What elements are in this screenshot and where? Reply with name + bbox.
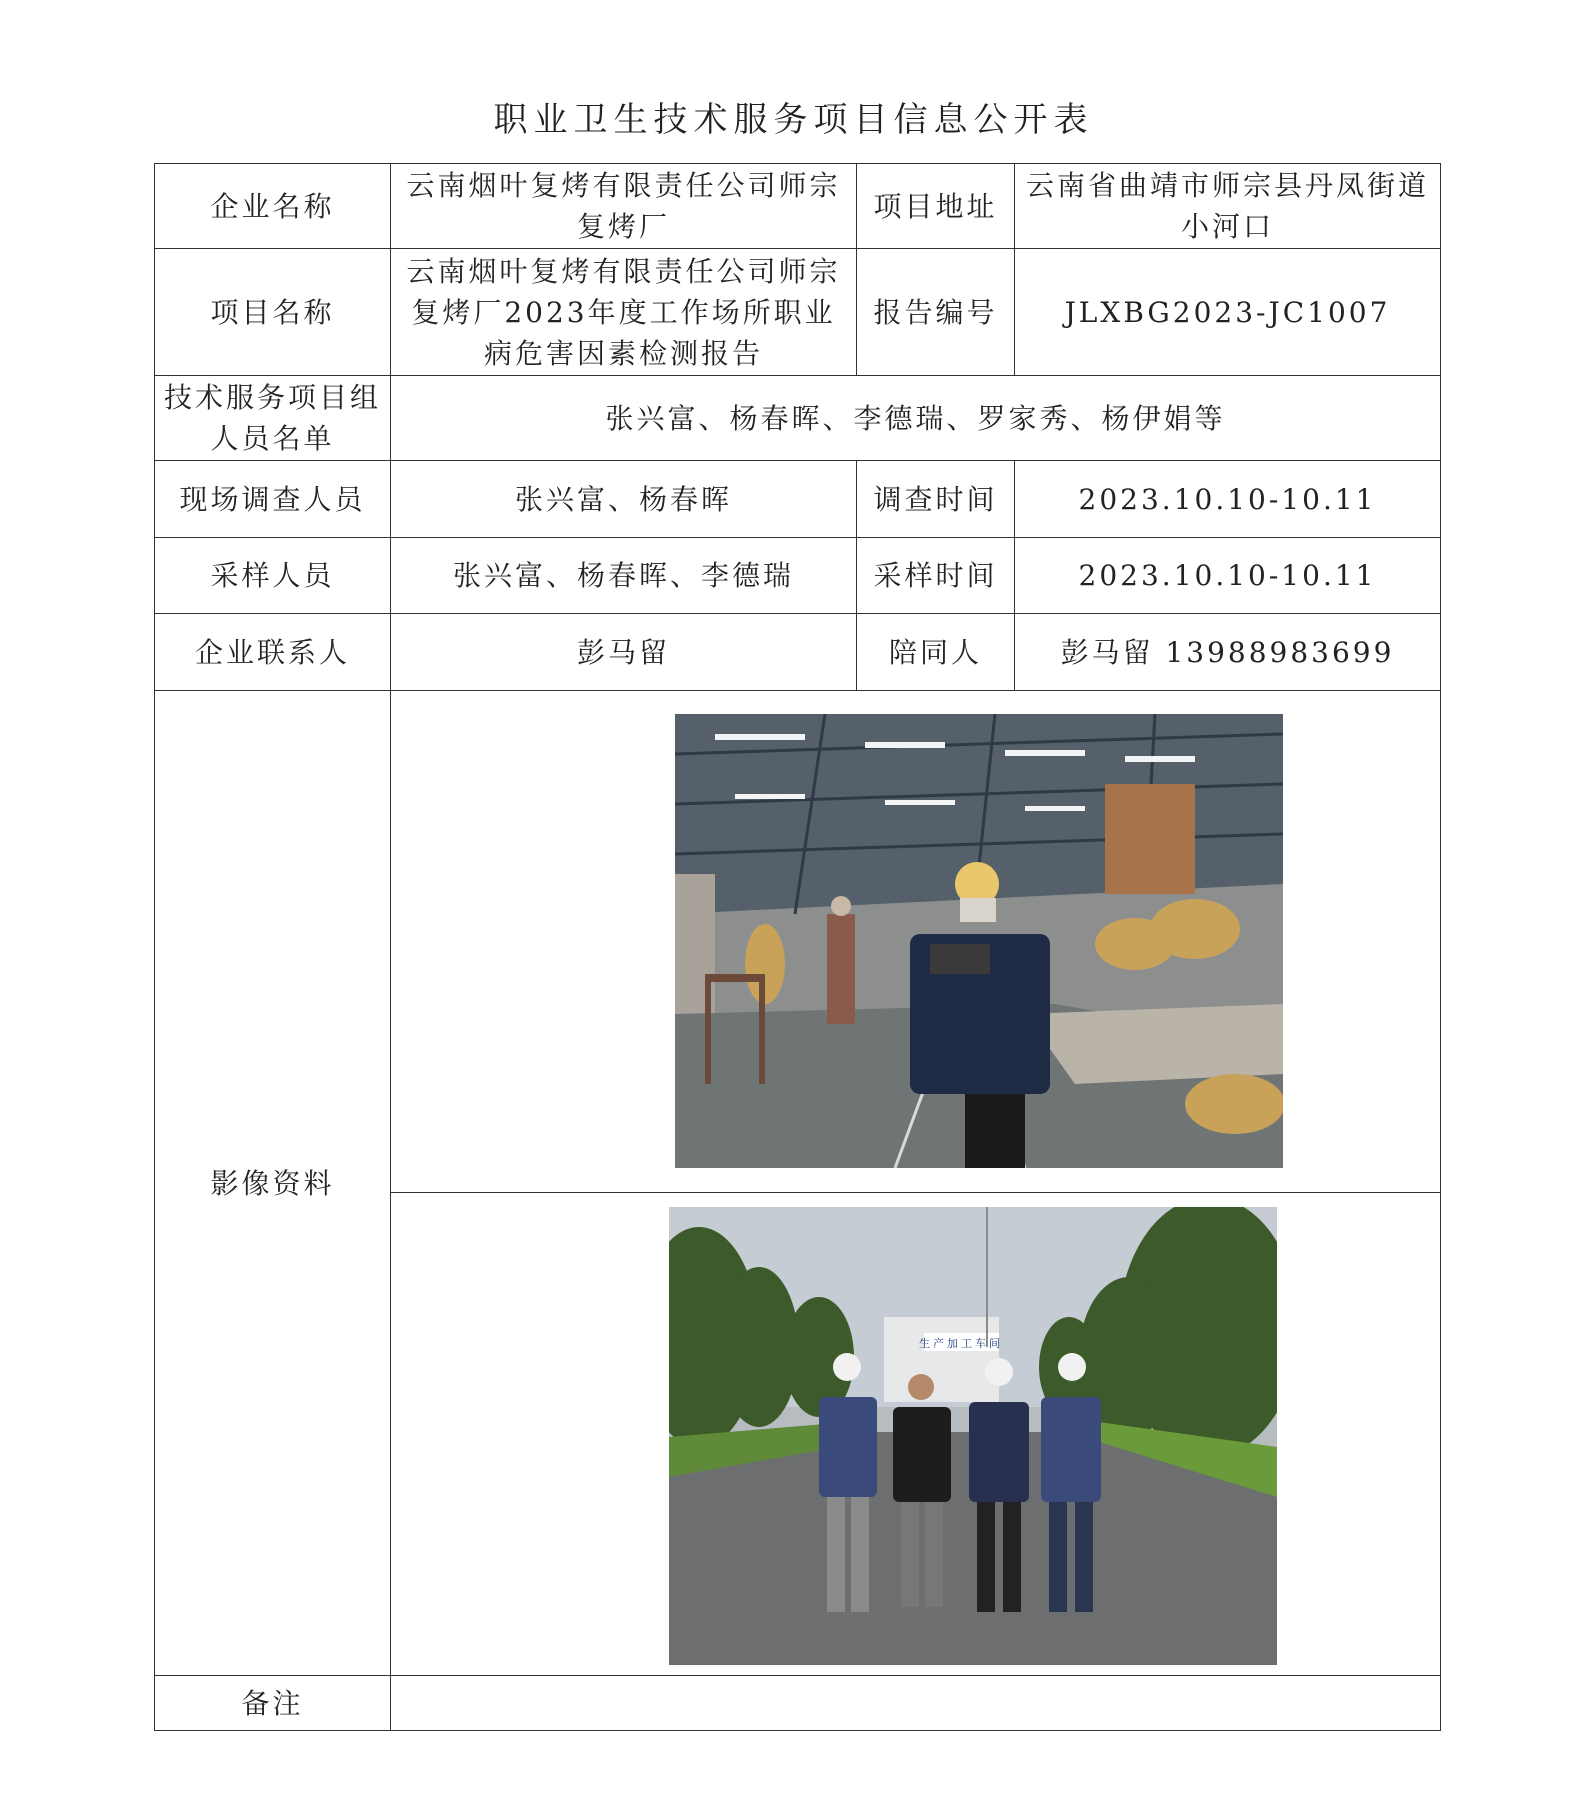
survey-time-label: 调查时间: [857, 461, 1015, 538]
sampling-staff-label: 采样人员: [155, 538, 391, 614]
project-address-label: 项目地址: [857, 164, 1015, 249]
row-team: [155, 376, 1441, 461]
row-remarks: [155, 1676, 1441, 1731]
contact-value: 彭马留: [391, 614, 857, 691]
row-sampling: [155, 538, 1441, 614]
companion-label: 陪同人: [857, 614, 1015, 691]
photo-cell-2: [391, 1193, 1441, 1676]
team-value: 张兴富、杨春晖、李德瑞、罗家秀、杨伊娟等: [391, 376, 1441, 461]
group-photo: [669, 1207, 1277, 1665]
survey-time-value: 2023.10.10-10.11: [1015, 461, 1441, 538]
row-company: [155, 164, 1441, 249]
row-survey: [155, 461, 1441, 538]
report-number-label: 报告编号: [857, 249, 1015, 376]
info-table: [154, 163, 1441, 1731]
company-name-label: 企业名称: [155, 164, 391, 249]
contact-label: 企业联系人: [155, 614, 391, 691]
building-sign: 生产加工车间: [919, 1337, 1003, 1350]
project-address-value: 云南省曲靖市师宗县丹凤街道小河口: [1015, 164, 1441, 249]
survey-staff-value: 张兴富、杨春晖: [391, 461, 857, 538]
project-name-value: 云南烟叶复烤有限责任公司师宗复烤厂2023年度工作场所职业病危害因素检测报告: [391, 249, 857, 376]
row-contact: [155, 614, 1441, 691]
survey-staff-label: 现场调查人员: [155, 461, 391, 538]
sampling-staff-value: 张兴富、杨春晖、李德瑞: [391, 538, 857, 614]
sampling-time-value: 2023.10.10-10.11: [1015, 538, 1441, 614]
row-project: [155, 249, 1441, 376]
workshop-photo: [675, 714, 1283, 1168]
photo-cell-1: [391, 691, 1441, 1193]
team-label: 技术服务项目组人员名单: [155, 376, 391, 461]
images-label: 影像资料: [155, 691, 391, 1676]
row-photo-1: [155, 691, 1441, 1193]
report-number-value: JLXBG2023-JC1007: [1015, 249, 1441, 376]
project-name-label: 项目名称: [155, 249, 391, 376]
sampling-time-label: 采样时间: [857, 538, 1015, 614]
company-name-value: 云南烟叶复烤有限责任公司师宗复烤厂: [391, 164, 857, 249]
remarks-label: 备注: [155, 1676, 391, 1731]
companion-value: 彭马留 13988983699: [1015, 614, 1441, 691]
remarks-value: [391, 1676, 1441, 1731]
page-title: 职业卫生技术服务项目信息公开表: [493, 100, 1094, 140]
